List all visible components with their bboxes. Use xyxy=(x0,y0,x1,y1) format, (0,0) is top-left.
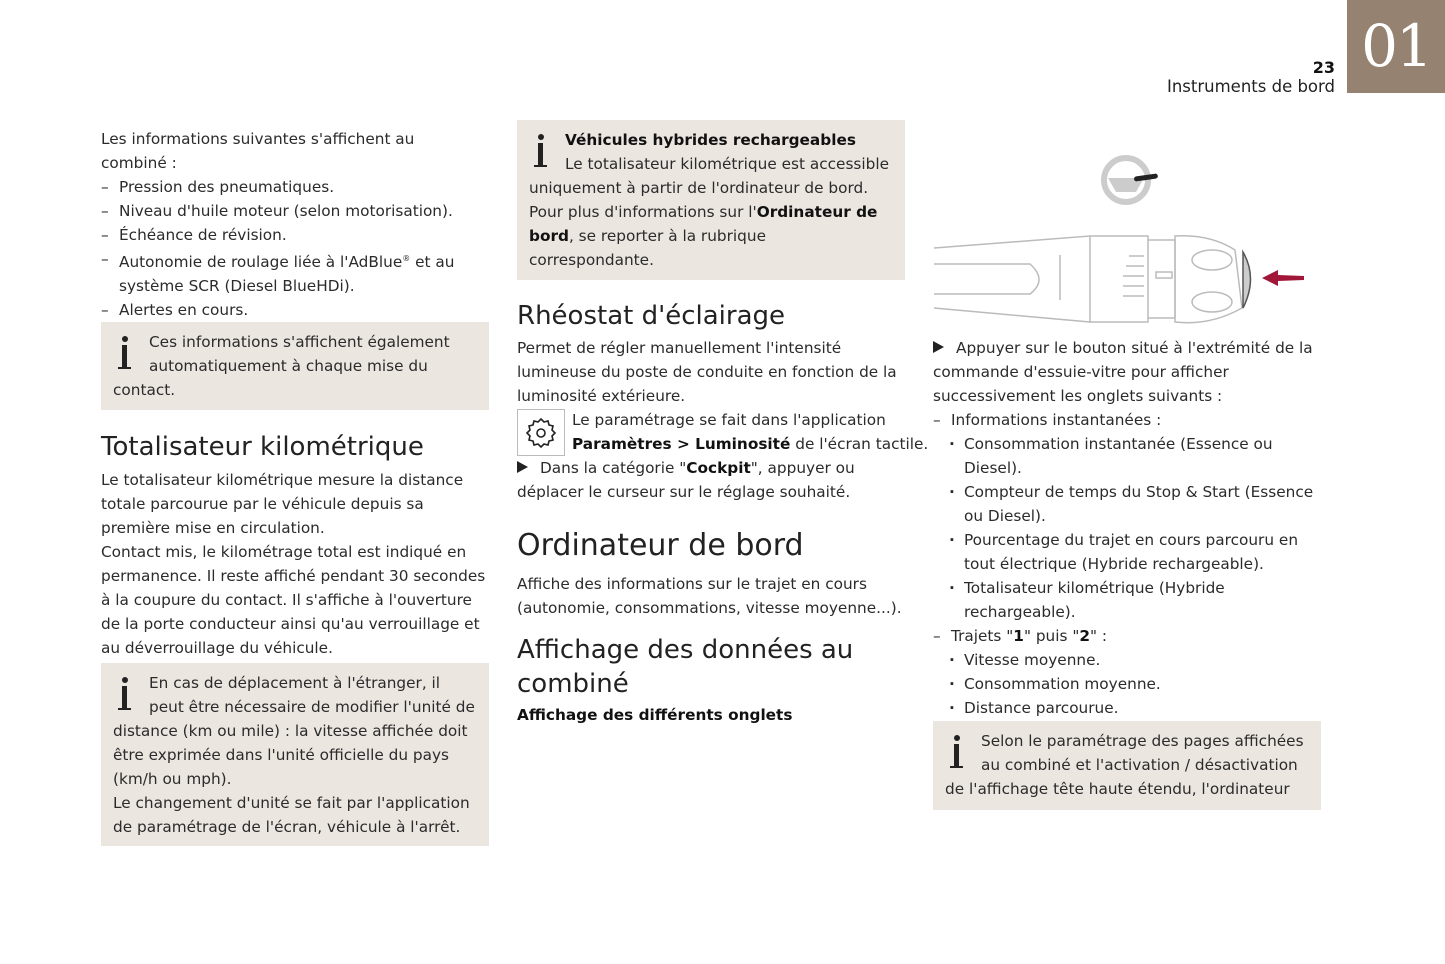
page-number: 23 xyxy=(1312,58,1335,77)
list-item: – Pression des pneumatiques. xyxy=(101,175,489,199)
settings-path: Paramètres > Luminosité xyxy=(572,435,791,453)
list-item: – Échéance de révision. xyxy=(101,223,489,247)
info-text: Pour plus d'informations sur l'Ordinateur de bord, se reporter à la rubrique correspondante. xyxy=(529,203,878,269)
list-item: · Compteur de temps du Stop & Start (Essence ou Diesel). xyxy=(933,480,1321,528)
list-item: · Distance parcourue. xyxy=(933,696,1321,720)
step: Dans la catégorie "Cockpit", appuyer ou déplacer le curseur sur le réglage souhaité. xyxy=(517,459,855,501)
item-text: et au système SCR (Diesel BlueHDi). xyxy=(119,253,455,296)
intro-text: Les informations suivantes s'affichent au combiné : xyxy=(101,130,415,172)
paragraph: Affiche des informations sur le trajet en cours (autonomie, consommations, vitesse moyenne...). xyxy=(517,575,902,617)
gear-text: de l'écran tactile. xyxy=(790,435,929,453)
list-item: – Niveau d'huile moteur (selon motorisation). xyxy=(101,199,489,223)
list-item: · Consommation instantanée (Essence ou Diesel). xyxy=(933,432,1321,480)
info-text: Le changement d'unité se fait par l'application de paramétrage de l'écran, véhicule à l'arrêt. xyxy=(113,794,470,836)
chapter-number: 01 xyxy=(1361,12,1431,80)
paragraph: Contact mis, le kilométrage total est indiqué en permanence. Il reste affiché pendant 30 secondes à la coupure du contact. Il s'affiche à l'ouverture de la porte conducteur ainsi qu'au verrouillage et au déverrouillage du véhicule. xyxy=(101,543,486,657)
info-box xyxy=(933,721,1321,810)
info-box-hybrid xyxy=(517,120,905,280)
info-icon xyxy=(529,128,555,168)
arrow-left-icon xyxy=(1262,270,1304,286)
heading-totalisateur: Totalisateur kilométrique xyxy=(101,432,424,462)
list-group: – Informations instantanées : · Consommation instantanée (Essence ou Diesel). · Compteur de temps du Stop & Start (Essence ou Diesel). · Pourcentage du trajet en cours parcouru en tout électrique (Hybride rechargeable). · Totalisateur kilométrique (Hybride rechargeable). xyxy=(933,408,1321,624)
list-group: – Trajets "1" puis "2" : · Vitesse moyenne. · Consommation moyenne. · Distance parcourue. xyxy=(933,624,1321,720)
list-item: · Totalisateur kilométrique (Hybride rechargeable). xyxy=(933,576,1321,624)
info-text: En cas de déplacement à l'étranger, il peut être nécessaire de modifier l'unité de distance (km ou mile) : la vitesse affichée doit être exprimée dans l'unité officielle du pays (km/h ou mph). xyxy=(113,674,475,788)
gear-icon xyxy=(517,409,565,456)
list-item: · Vitesse moyenne. xyxy=(933,648,1321,672)
arrow-right-icon xyxy=(517,461,528,473)
info-box xyxy=(101,663,489,846)
info-icon xyxy=(945,729,971,769)
column-1 xyxy=(101,127,489,322)
steering-wheel-icon xyxy=(1104,158,1158,202)
info-box xyxy=(101,322,489,410)
gear-note xyxy=(517,408,929,456)
gear-text: Le paramétrage se fait dans l'application xyxy=(572,411,886,429)
section-title: Instruments de bord xyxy=(1166,77,1335,96)
chapter-tab xyxy=(1347,0,1445,93)
heading-rheostat: Rhéostat d'éclairage xyxy=(517,301,786,331)
heading-affichage: Affichage des données au combiné xyxy=(517,635,854,699)
info-list xyxy=(101,175,489,322)
step: Appuyer sur le bouton situé à l'extrémité de la commande d'essuie-vitre pour afficher successivement les onglets suivants : xyxy=(933,339,1313,405)
info-icon xyxy=(113,671,139,711)
list-item: · Pourcentage du trajet en cours parcouru en tout électrique (Hybride rechargeable). xyxy=(933,528,1321,576)
info-text: Le totalisateur kilométrique est accessible uniquement à partir de l'ordinateur de bord. xyxy=(529,155,890,197)
arrow-right-icon xyxy=(933,341,944,353)
subheading: Affichage des différents onglets xyxy=(517,706,793,724)
info-text: Ces informations s'affichent également automatiquement à chaque mise du contact. xyxy=(113,333,450,399)
item-text: Autonomie de roulage liée à l'AdBlue xyxy=(119,253,403,272)
list-item: – Alertes en cours. xyxy=(101,298,489,322)
list-item: · Consommation moyenne. xyxy=(933,672,1321,696)
paragraph: Le totalisateur kilométrique mesure la distance totale parcourue par le véhicule depuis sa première mise en circulation. xyxy=(101,471,464,537)
info-icon xyxy=(113,330,139,370)
info-text: Selon le paramétrage des pages affichées au combiné et l'activation / désactivation de l'affichage tête haute étendu, l'ordinateur xyxy=(945,732,1304,798)
list-item xyxy=(101,247,489,298)
wiper-stalk-illustration xyxy=(930,150,1310,330)
heading-ordinateur: Ordinateur de bord xyxy=(517,528,804,563)
info-title: Véhicules hybrides rechargeables xyxy=(565,131,856,149)
paragraph: Permet de régler manuellement l'intensité lumineuse du poste de conduite en fonction de la luminosité extérieure. xyxy=(517,339,897,405)
registered-mark: ® xyxy=(402,254,411,263)
